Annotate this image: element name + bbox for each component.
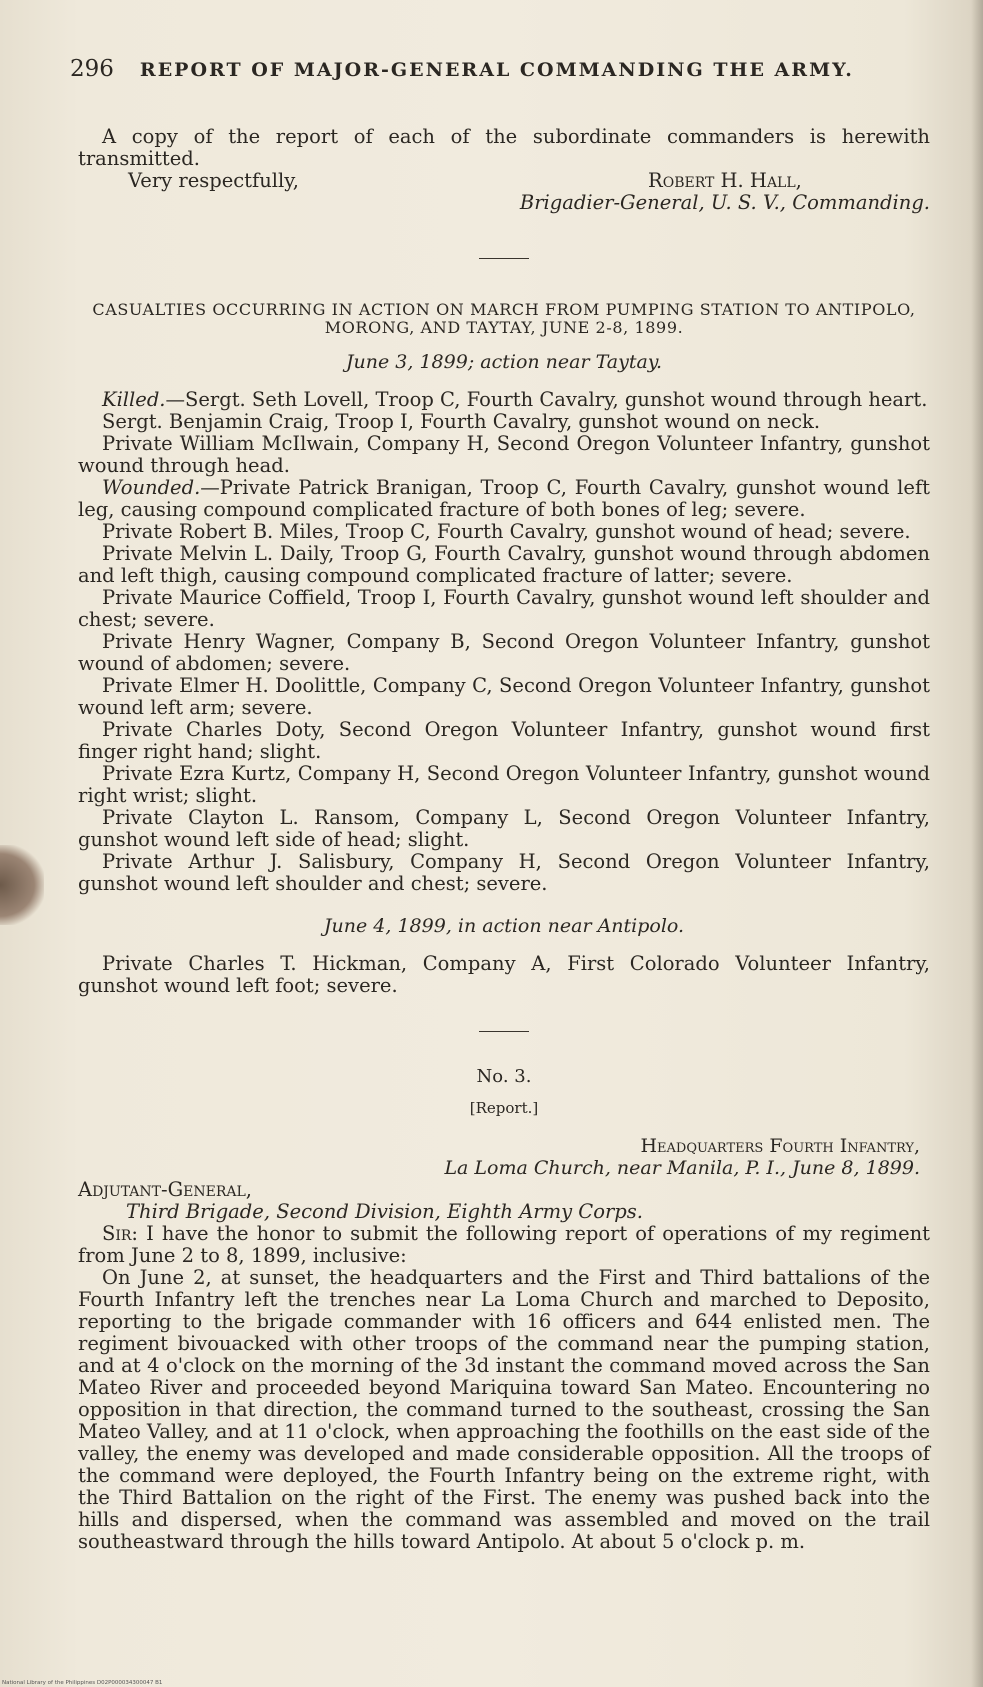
wounded-entry: Private Melvin L. Daily, Troop G, Fourth Cavalry, gunshot wound through abdomen and left thigh, causing compound complicated fracture of latter; severe. bbox=[78, 542, 930, 587]
salutation: Sir: bbox=[102, 1222, 138, 1245]
casualties-title bbox=[78, 301, 930, 337]
section-date-june-3: June 3, 1899; action near Taytay. bbox=[345, 351, 663, 373]
scan-footer: National Library of the Philippines D02P000034300047 B1 bbox=[2, 1680, 163, 1686]
wounded-entry: Private Arthur J. Salisbury, Company H, Second Oregon Volunteer Infantry, gunshot wound left shoulder and chest; severe. bbox=[78, 850, 930, 895]
place-date-line: La Loma Church, near Manila, P. I., June 8, 1899. bbox=[444, 1157, 920, 1179]
report-tag: [Report.] bbox=[469, 1099, 539, 1117]
wounded-entry: Private Maurice Coffield, Troop I, Fourth Cavalry, gunshot wound left shoulder and chest; severe. bbox=[78, 586, 930, 631]
wounded-label: Wounded. bbox=[102, 476, 201, 499]
closing-salutation: Very respectfully, bbox=[128, 169, 299, 192]
wounded-entry: Private Ezra Kurtz, Company H, Second Oregon Volunteer Infantry, gunshot wound right wrist; slight. bbox=[78, 762, 930, 807]
addressee: Adjutant-General, bbox=[78, 1178, 252, 1201]
addressee-subline: Third Brigade, Second Division, Eighth Army Corps. bbox=[126, 1200, 643, 1223]
wounded-entry bbox=[78, 477, 930, 521]
transmittal-closing bbox=[78, 170, 930, 214]
wounded-entry: Private Clayton L. Ransom, Company L, Second Oregon Volunteer Infantry, gunshot wound left side of head; slight. bbox=[78, 806, 930, 851]
killed-label: Killed. bbox=[102, 388, 166, 411]
page-content bbox=[70, 56, 931, 1553]
wounded-entry: Private Elmer H. Doolittle, Company C, Second Oregon Volunteer Infantry, gunshot wound left arm; severe. bbox=[78, 674, 930, 719]
report-paragraph-2: On June 2, at sunset, the headquarters and the First and Third battalions of the Fourth Infantry left the trenches near La Loma Church and marched to Deposito, reporting to the brigade commander with 16 officers and 644 enlisted men. The regiment bivouacked with other troops of the command near the pumping station, and at 4 o'clock on the morning of the 3d instant the command moved across the San Mateo River and proceeded beyond Mariquina toward San Mateo. Encountering no opposition in that direction, the command turned to the southeast, crossing the San Mateo Valley, and at 11 o'clock, when approaching the foothills on the east side of the valley, the enemy was developed and made considerable opposition. All the troops of the command were deployed, the Fourth Infantry being on the extreme right, with the Third Battalion on the right of the First. The enemy was pushed back into the hills and dispersed, when the command was assembled and moved on the trail southeastward through the hills toward Antipolo. At about 5 o'clock p. m. bbox=[78, 1266, 930, 1553]
wounded-entry: Private Robert B. Miles, Troop C, Fourth Cavalry, gunshot wound of head; severe. bbox=[102, 520, 911, 543]
letterhead bbox=[78, 1135, 930, 1179]
killed-entry bbox=[78, 389, 930, 411]
transmittal-text: A copy of the report of each of the subordinate commanders is herewith transmitted. bbox=[78, 125, 930, 170]
scanner-thumb-shadow bbox=[0, 845, 44, 925]
page-header bbox=[70, 56, 930, 82]
killed-entry: Private William McIlwain, Company H, Second Oregon Volunteer Infantry, gunshot wound through head. bbox=[78, 432, 930, 477]
casualties-title-line1: CASUALTIES OCCURRING IN ACTION ON MARCH FROM PUMPING STATION TO ANTIPOLO, bbox=[92, 300, 916, 319]
report-paragraph-1 bbox=[78, 1223, 930, 1267]
wounded-entry: Private Henry Wagner, Company B, Second Oregon Volunteer Infantry, gunshot wound of abdomen; severe. bbox=[78, 630, 930, 675]
wounded-entry-text: —Private Patrick Branigan, Troop C, Fourth Cavalry, gunshot wound left leg, causing compound complicated fracture of both bones of leg; severe. bbox=[78, 476, 930, 521]
killed-entry: Sergt. Benjamin Craig, Troop I, Fourth Cavalry, gunshot wound on neck. bbox=[102, 410, 821, 433]
section-date-june-4: June 4, 1899, in action near Antipolo. bbox=[323, 915, 685, 937]
running-head: REPORT OF MAJOR-GENERAL COMMANDING THE ARMY. bbox=[139, 59, 854, 81]
wounded-entry: Private Charles Doty, Second Oregon Volunteer Infantry, gunshot wound first finger right hand; slight. bbox=[78, 718, 930, 763]
headquarters-line: Headquarters Fourth Infantry, bbox=[640, 1135, 920, 1157]
casualty-entry: Private Charles T. Hickman, Company A, First Colorado Volunteer Infantry, gunshot wound left foot; severe. bbox=[78, 952, 930, 997]
killed-entry-text: —Sergt. Seth Lovell, Troop C, Fourth Cavalry, gunshot wound through heart. bbox=[165, 388, 928, 411]
signer-name: Robert H. Hall, bbox=[648, 169, 802, 192]
page-edge-shadow bbox=[971, 0, 983, 1687]
page-number: 296 bbox=[70, 56, 114, 82]
casualties-title-line2: MORONG, AND TAYTAY, JUNE 2-8, 1899. bbox=[324, 318, 684, 337]
report-number: No. 3. bbox=[476, 1066, 532, 1087]
report-paragraph-1-text: I have the honor to submit the following report of operations of my regiment from June 2 to 8, 1899, inclusive: bbox=[78, 1222, 931, 1267]
signer-title: Brigadier-General, U. S. V., Commanding. bbox=[519, 191, 930, 214]
signature-block bbox=[520, 170, 930, 214]
